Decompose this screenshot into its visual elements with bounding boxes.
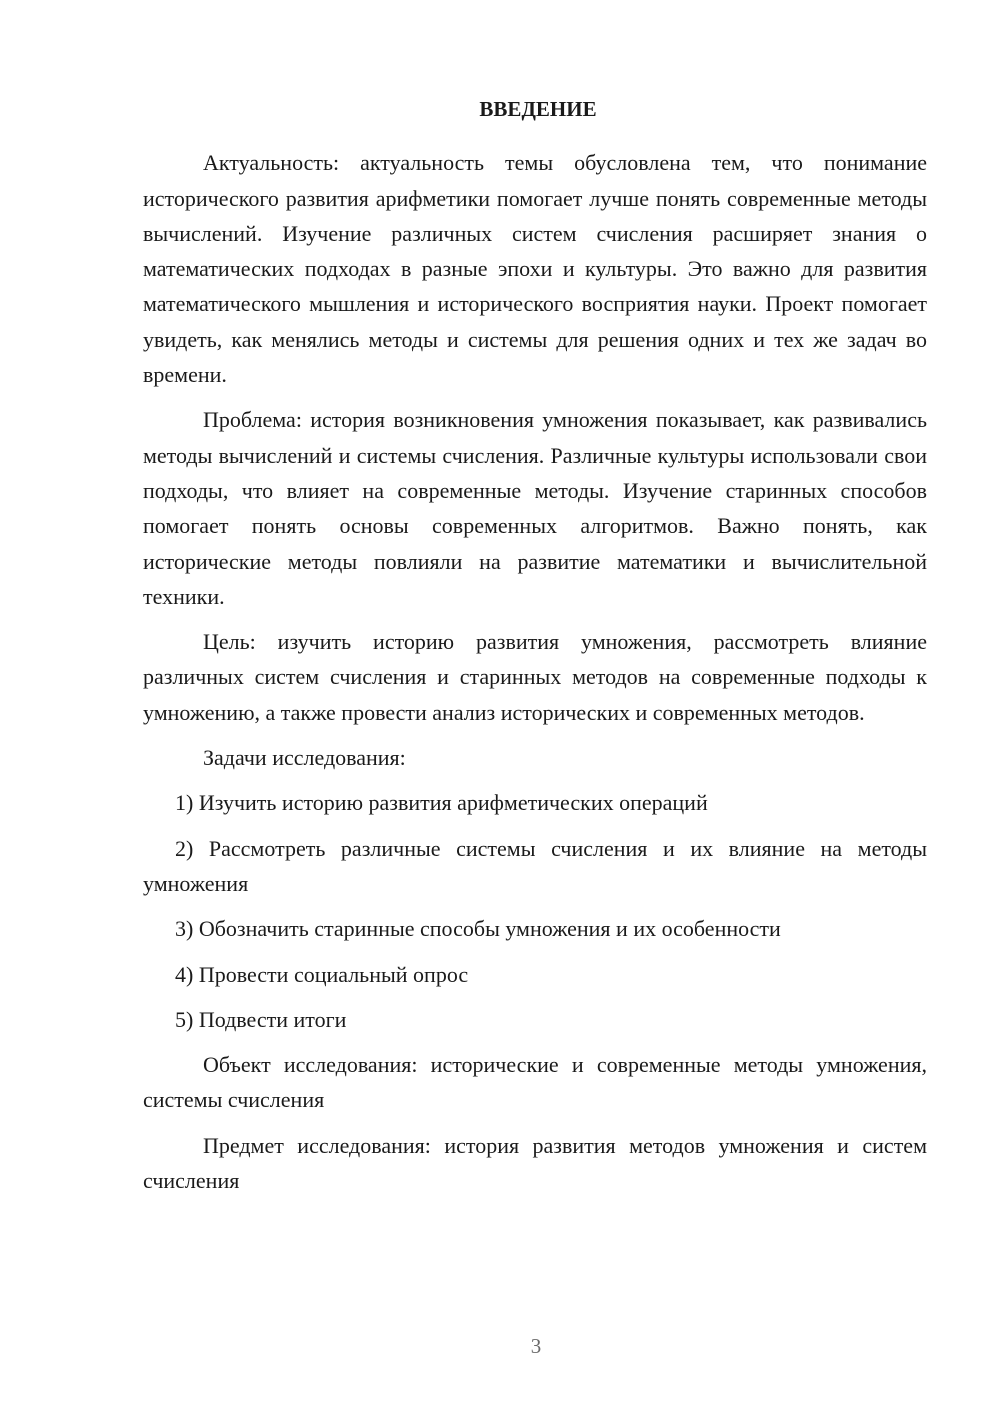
object-paragraph: Объект исследования: исторические и современные методы умножения, системы счисления [143, 1052, 927, 1113]
task-item: 3) Обозначить старинные способы умножения и их особенности [175, 916, 781, 942]
problem-paragraph: Проблема: история возникновения умножения показывает, как развивались методы вычислений и системы счисления. Различные культуры использовали свои подходы, что влияет на современные методы. Изучение старинных способов помогает понять основы современных алгоритмов. Важно понять, как исторические методы повлияли на развитие математики и вычислительной техники. [143, 407, 927, 609]
page-number: 3 [530, 1334, 542, 1358]
relevance-paragraph: Актуальность: актуальность темы обусловлена тем, что понимание исторического развития арифметики помогает лучше понять современные методы вычислений. Изучение различных систем счисления расширяет знания о математических подходах в разные эпохи и культуры. Это важно для развития математического мышления и исторического восприятия науки. Проект помогает увидеть, как менялись методы и системы для решения одних и тех же задач во времени. [143, 150, 927, 388]
subject-paragraph: Предмет исследования: история развития методов умножения и систем счисления [143, 1132, 927, 1194]
task-item: 4) Провести социальный опрос [175, 961, 469, 987]
document-page [143, 92, 927, 1208]
goal-paragraph: Цель: изучить историю развития умножения, рассмотреть влияние различных систем счисления и старинных методов на современные подходы к умножению, а также провести анализ исторических и современных методов. [143, 629, 927, 725]
task-item: 5) Подвести итоги [175, 1006, 347, 1032]
task-item: 1) Изучить историю развития арифметических операций [175, 790, 708, 816]
task-item: 2) Рассмотреть различные системы счисления и их влияние на методы умножения [143, 835, 927, 896]
document-title: ВВЕДЕНИЕ [479, 97, 597, 121]
tasks-heading: Задачи исследования: [203, 745, 406, 771]
